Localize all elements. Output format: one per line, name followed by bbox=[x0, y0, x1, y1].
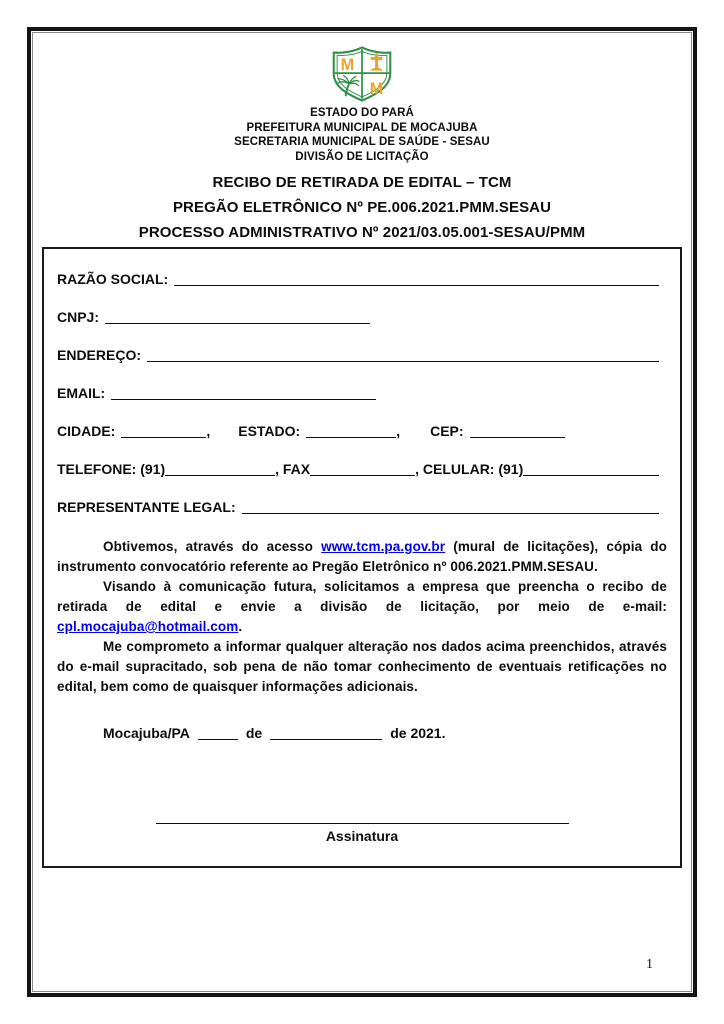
shield-cross-vertical bbox=[375, 53, 378, 68]
cidade-comma: , bbox=[206, 423, 211, 439]
paragraph-visando-text2: . bbox=[238, 619, 243, 634]
org-line-secretaria: SECRETARIA MUNICIPAL DE SAÚDE - SESAU bbox=[234, 136, 490, 148]
form-box bbox=[42, 247, 682, 868]
org-line-prefeitura: PREFEITURA MUNICIPAL DE MOCAJUBA bbox=[246, 121, 478, 134]
representante-label: REPRESENTANTE LEGAL: bbox=[57, 499, 236, 515]
date-day-blank-line bbox=[198, 739, 238, 740]
email-blank-line bbox=[111, 399, 376, 400]
cidade-label: CIDADE: bbox=[57, 423, 116, 439]
page-number: 1 bbox=[646, 957, 653, 972]
field-row-telefone-fax-celular bbox=[57, 461, 667, 477]
org-line-divisao: DIVISÃO DE LICITAÇÃO bbox=[295, 150, 429, 163]
signature-label: Assinatura bbox=[325, 828, 399, 844]
razao-social-blank-line bbox=[174, 285, 659, 286]
document-page bbox=[27, 27, 697, 997]
document-title-block bbox=[31, 170, 693, 245]
telefone-label: TELEFONE: (91) bbox=[57, 461, 166, 477]
body-paragraphs bbox=[57, 537, 667, 697]
estado-label: ESTADO: bbox=[238, 423, 301, 439]
field-row-razao-social bbox=[57, 271, 667, 287]
celular-blank-line bbox=[523, 475, 659, 476]
document-header bbox=[31, 31, 693, 164]
cnpj-blank-line bbox=[105, 323, 370, 324]
field-row-representante bbox=[57, 499, 667, 515]
representante-blank-line bbox=[242, 513, 659, 514]
signature-block bbox=[44, 823, 680, 844]
date-month-blank-line bbox=[270, 739, 382, 740]
paragraph-visando bbox=[57, 577, 667, 637]
date-de-label: de bbox=[245, 725, 263, 741]
paragraph-obtivemos-text2: (mural de licitações), cópia do instrumento convocatório referente ao Pregão Eletrônico nº 006.2021.PMM.SESAU. bbox=[57, 539, 667, 574]
mocajuba-coat-of-arms-icon bbox=[322, 44, 402, 104]
signature-line bbox=[156, 823, 569, 824]
date-line bbox=[57, 725, 667, 741]
paragraph-comprometo: Me comprometo a informar qualquer alteração nos dados acima preenchidos, através do e-mail supracitado, sob pena de não tomar conhecimento de eventuais retificações no edital, bem como de quaisquer informações adicionais. bbox=[57, 639, 667, 694]
cidade-blank-line bbox=[121, 437, 206, 438]
estado-blank-line bbox=[306, 437, 396, 438]
cep-label: CEP: bbox=[430, 423, 464, 439]
title-pregao: PREGÃO ELETRÔNICO Nº PE.006.2021.PMM.SESAU bbox=[172, 199, 552, 216]
shield-cross-horizontal bbox=[371, 57, 383, 60]
title-recibo: RECIBO DE RETIRADA DE EDITAL – TCM bbox=[212, 174, 512, 191]
org-line-state: ESTADO DO PARÁ bbox=[310, 107, 414, 119]
cpl-email-link[interactable]: cpl.mocajuba@hotmail.com bbox=[57, 619, 239, 634]
paragraph-obtivemos bbox=[57, 537, 667, 577]
email-label: EMAIL: bbox=[57, 385, 106, 401]
field-row-cnpj bbox=[57, 309, 667, 325]
field-row-cidade-estado-cep bbox=[57, 423, 667, 439]
cep-blank-line bbox=[470, 437, 565, 438]
telefone-blank-line bbox=[165, 475, 275, 476]
date-city-label: Mocajuba/PA bbox=[103, 725, 190, 741]
shield-letter-m-top: M bbox=[340, 56, 355, 75]
field-row-endereco bbox=[57, 347, 667, 363]
date-year-label: de 2021. bbox=[390, 725, 446, 741]
tcm-website-link[interactable]: www.tcm.pa.gov.br bbox=[321, 539, 446, 554]
title-processo: PROCESSO ADMINISTRATIVO Nº 2021/03.05.001-SESAU/PMM bbox=[138, 224, 586, 241]
shield-letter-m-bottom: M bbox=[369, 80, 384, 99]
paragraph-obtivemos-text1: Obtivemos, através do acesso bbox=[103, 539, 322, 554]
paragraph-visando-text1: Visando à comunicação futura, solicitamos a empresa que preencha o recibo de retirada de edital e envie a divisão de licitação, por meio de e-mail: bbox=[57, 579, 667, 614]
celular-label: , CELULAR: (91) bbox=[415, 461, 524, 477]
fax-label: , FAX bbox=[275, 461, 311, 477]
cnpj-label: CNPJ: bbox=[57, 309, 100, 325]
endereco-label: ENDEREÇO: bbox=[57, 347, 142, 363]
estado-comma: , bbox=[396, 423, 401, 439]
endereco-blank-line bbox=[147, 361, 659, 362]
field-row-email bbox=[57, 385, 667, 401]
razao-social-label: RAZÃO SOCIAL: bbox=[57, 271, 169, 287]
fax-blank-line bbox=[310, 475, 415, 476]
